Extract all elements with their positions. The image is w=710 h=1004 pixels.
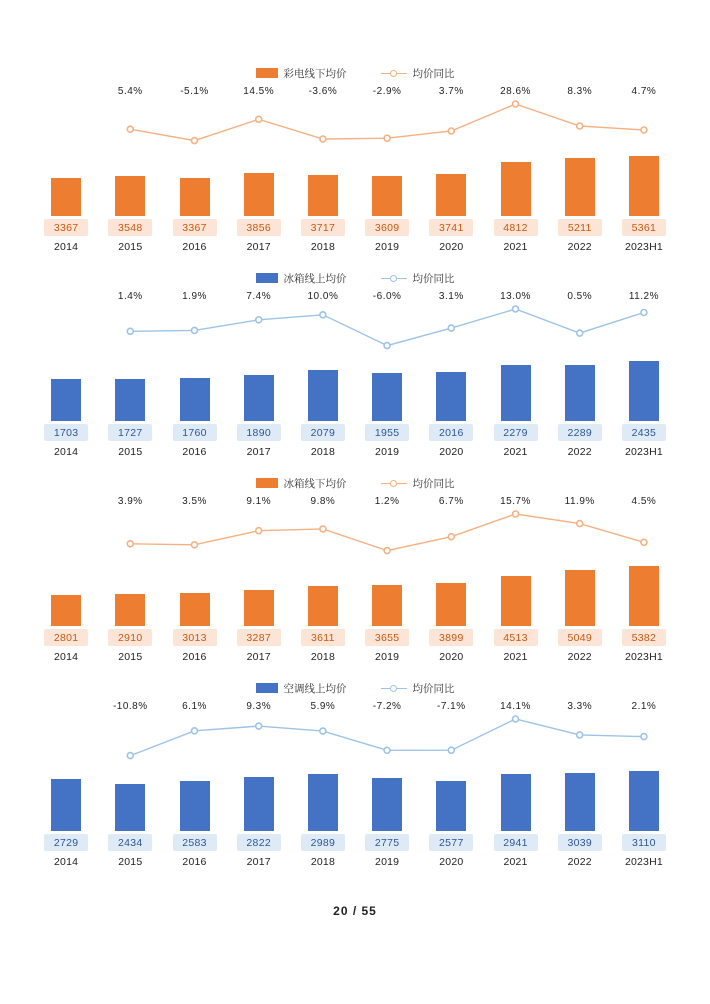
plot <box>34 86 676 253</box>
pct-label: 6.7% <box>438 496 464 507</box>
x-axis-tick: 2015 <box>118 651 143 663</box>
bar-slot <box>419 86 483 216</box>
value-cell <box>34 424 98 441</box>
x-axis-tick: 2016 <box>182 446 207 458</box>
bar-slot <box>98 291 162 421</box>
plot-area <box>34 86 676 216</box>
x-axis-tick: 2019 <box>375 446 400 458</box>
bar-slot <box>419 291 483 421</box>
value-cell <box>612 219 676 236</box>
value-cell <box>612 834 676 851</box>
pct-label: 3.1% <box>438 291 464 302</box>
bar-value-label: 1760 <box>173 424 217 441</box>
x-axis-tick: 2020 <box>439 241 464 253</box>
pct-label: -7.1% <box>437 701 466 712</box>
chart-legend <box>34 677 676 699</box>
value-cell <box>612 424 676 441</box>
bar <box>180 593 210 627</box>
bar-slot <box>291 496 355 626</box>
legend-line-label: 均价同比 <box>412 67 455 80</box>
value-cell <box>419 629 483 646</box>
x-axis-tick: 2015 <box>118 856 143 868</box>
pct-label: 9.3% <box>246 701 272 712</box>
x-axis-tick: 2014 <box>54 651 79 663</box>
bar-value-label: 2289 <box>558 424 602 441</box>
legend-item-bar <box>256 681 347 696</box>
pct-label-row <box>34 86 676 97</box>
bar-value-label: 5382 <box>622 629 666 646</box>
legend-item-bar <box>256 476 347 491</box>
bar-value-label: 3039 <box>558 834 602 851</box>
bar-value-label: 2016 <box>429 424 473 441</box>
x-axis-tick: 2022 <box>567 446 592 458</box>
value-cell <box>419 424 483 441</box>
value-cell <box>548 424 612 441</box>
pct-label: -5.1% <box>180 86 209 97</box>
bar-slot <box>34 291 98 421</box>
bar <box>372 176 402 216</box>
bar-value-label: 2079 <box>301 424 345 441</box>
bar-slot <box>612 291 676 421</box>
pct-label: 10.0% <box>307 291 339 302</box>
bar-slot <box>227 291 291 421</box>
bar <box>308 175 338 217</box>
bar <box>244 375 274 421</box>
bar <box>436 583 466 626</box>
bar-value-label: 2729 <box>44 834 88 851</box>
bar <box>629 361 659 421</box>
bar-slot <box>612 86 676 216</box>
x-axis-tick: 2023H1 <box>624 651 663 663</box>
x-axis-tick: 2023H1 <box>624 446 663 458</box>
pct-label: 3.3% <box>567 701 593 712</box>
bar <box>629 156 659 216</box>
x-axis-tick: 2019 <box>375 241 400 253</box>
x-axis-tick: 2018 <box>310 651 335 663</box>
value-cell <box>98 219 162 236</box>
value-cell <box>483 834 547 851</box>
x-axis-tick: 2022 <box>567 241 592 253</box>
bar-value-label: 3741 <box>429 219 473 236</box>
bar <box>308 586 338 626</box>
pct-label: 15.7% <box>500 496 531 507</box>
bar <box>180 781 210 831</box>
pct-label: -6.0% <box>372 291 402 302</box>
bar-value-label: 2583 <box>173 834 217 851</box>
value-cell <box>162 219 226 236</box>
value-cell <box>98 629 162 646</box>
x-axis-tick: 2023H1 <box>624 241 663 253</box>
plot <box>34 701 676 868</box>
x-axis-row <box>34 446 676 458</box>
value-cell <box>291 834 355 851</box>
legend-line-swatch <box>381 68 407 78</box>
x-axis-tick: 2018 <box>310 856 335 868</box>
value-cell <box>483 424 547 441</box>
bar <box>565 570 595 626</box>
value-cell <box>34 219 98 236</box>
bar-slot <box>98 701 162 831</box>
legend-bar-swatch <box>256 273 278 283</box>
plot-area <box>34 496 676 626</box>
bar <box>51 379 81 421</box>
bar-slot <box>355 291 419 421</box>
legend-bar-swatch <box>256 478 278 488</box>
pct-label: 11.9% <box>564 496 595 507</box>
legend-item-bar <box>256 271 347 286</box>
bar-value-label: 3611 <box>301 629 345 646</box>
bar-value-label: 1955 <box>365 424 409 441</box>
bar-value-label: 3609 <box>365 219 409 236</box>
bar-slot <box>291 701 355 831</box>
pct-label: 4.5% <box>631 496 657 507</box>
bar-slot <box>227 86 291 216</box>
pct-label <box>34 496 98 507</box>
x-axis-tick: 2017 <box>246 446 271 458</box>
pct-label: 2.1% <box>631 701 657 712</box>
value-cell <box>34 629 98 646</box>
bar-value-label: 2941 <box>494 834 538 851</box>
bar-series <box>34 701 676 831</box>
bar-value-label: 4513 <box>494 629 538 646</box>
pct-label: 8.3% <box>567 86 593 97</box>
x-axis-tick: 2019 <box>375 856 400 868</box>
pct-label: 0.5% <box>567 291 593 302</box>
bar-slot <box>483 496 547 626</box>
bar <box>565 158 595 216</box>
bar-slot <box>34 496 98 626</box>
bar <box>372 373 402 421</box>
bar-slot <box>291 86 355 216</box>
bar-slot <box>548 86 612 216</box>
pct-label: 1.4% <box>117 291 143 302</box>
legend-line-swatch <box>381 683 407 693</box>
pct-label: 7.4% <box>246 291 272 302</box>
bar <box>115 379 145 421</box>
value-cell <box>162 629 226 646</box>
legend-item-line <box>381 476 455 491</box>
pct-label <box>34 701 98 712</box>
pct-label: 5.9% <box>310 701 336 712</box>
bar-value-label: 1703 <box>44 424 88 441</box>
bar <box>501 162 531 216</box>
pct-label: 3.5% <box>182 496 207 507</box>
x-axis-tick: 2022 <box>567 856 592 868</box>
legend-line-label: 均价同比 <box>412 477 455 490</box>
chart-fridge-offline <box>34 472 676 663</box>
x-axis-tick: 2017 <box>246 241 271 253</box>
x-axis-tick: 2017 <box>246 856 271 868</box>
pct-label: 9.8% <box>310 496 336 507</box>
x-axis-tick: 2016 <box>182 651 207 663</box>
legend-bar-label: 冰箱线下均价 <box>283 477 347 490</box>
pct-label: 3.9% <box>117 496 143 507</box>
legend-line-label: 均价同比 <box>412 682 455 695</box>
plot <box>34 291 676 458</box>
bar <box>51 178 81 216</box>
bar-slot <box>548 701 612 831</box>
bar-slot <box>483 701 547 831</box>
value-cell <box>483 629 547 646</box>
bar-series <box>34 291 676 421</box>
value-cell <box>291 219 355 236</box>
bar <box>372 585 402 626</box>
value-cell <box>548 834 612 851</box>
bar-slot <box>162 291 226 421</box>
value-cell <box>548 219 612 236</box>
value-cell <box>227 219 291 236</box>
value-cell <box>355 629 419 646</box>
pct-label: 5.4% <box>117 86 143 97</box>
bar-slot <box>355 86 419 216</box>
value-cell <box>548 629 612 646</box>
chart-legend <box>34 472 676 494</box>
bar-slot <box>162 496 226 626</box>
bar-series <box>34 496 676 626</box>
bar <box>180 378 210 421</box>
bar-slot <box>227 496 291 626</box>
page-footer: 20 / 55 <box>333 904 377 918</box>
chart-legend <box>34 62 676 84</box>
bar-value-label: 3655 <box>365 629 409 646</box>
value-cell <box>483 219 547 236</box>
value-cell <box>34 834 98 851</box>
bar-slot <box>355 701 419 831</box>
bar-value-label: 3367 <box>173 219 217 236</box>
x-axis-tick: 2020 <box>439 446 464 458</box>
bar <box>436 174 466 216</box>
x-axis-tick: 2014 <box>54 241 79 253</box>
legend-line-label: 均价同比 <box>412 272 455 285</box>
bar <box>629 771 659 831</box>
bar <box>372 778 402 831</box>
bar-value-label: 1890 <box>237 424 281 441</box>
legend-bar-label: 空调线上均价 <box>283 682 347 695</box>
bar-value-label: 2775 <box>365 834 409 851</box>
value-cell <box>355 219 419 236</box>
x-axis-tick: 2023H1 <box>624 856 663 868</box>
plot-area <box>34 701 676 831</box>
bar-value-label: 4812 <box>494 219 538 236</box>
x-axis-tick: 2021 <box>503 651 528 663</box>
bar <box>565 773 595 831</box>
pct-label: -3.6% <box>308 86 338 97</box>
pct-label: 1.9% <box>182 291 207 302</box>
value-cell <box>98 834 162 851</box>
x-axis-tick: 2018 <box>310 446 335 458</box>
value-cell <box>291 424 355 441</box>
value-label-row <box>34 219 676 236</box>
x-axis-tick: 2015 <box>118 446 143 458</box>
pct-label: 3.7% <box>438 86 464 97</box>
bar-value-label: 2910 <box>108 629 152 646</box>
bar <box>501 774 531 831</box>
pct-label <box>34 86 98 97</box>
legend-item-line <box>381 271 455 286</box>
pct-label <box>34 291 98 302</box>
bar-value-label: 3899 <box>429 629 473 646</box>
pct-label: 14.1% <box>500 701 531 712</box>
bar <box>501 576 531 626</box>
legend-line-swatch <box>381 478 407 488</box>
bar-value-label: 3367 <box>44 219 88 236</box>
bar-value-label: 2801 <box>44 629 88 646</box>
bar-value-label: 3013 <box>173 629 217 646</box>
pct-label: -10.8% <box>112 701 148 712</box>
bar-value-label: 2577 <box>429 834 473 851</box>
bar-slot <box>34 701 98 831</box>
bar <box>51 779 81 832</box>
x-axis-tick: 2020 <box>439 856 464 868</box>
bar-slot <box>162 86 226 216</box>
pct-label-row <box>34 291 676 302</box>
plot <box>34 496 676 663</box>
bar-value-label: 3856 <box>237 219 281 236</box>
bar <box>180 178 210 216</box>
bar-value-label: 2434 <box>108 834 152 851</box>
plot-area <box>34 291 676 421</box>
legend-item-bar <box>256 66 347 81</box>
x-axis-row <box>34 241 676 253</box>
bar-slot <box>612 496 676 626</box>
bar-slot <box>612 701 676 831</box>
value-label-row <box>34 834 676 851</box>
x-axis-tick: 2022 <box>567 651 592 663</box>
bar-slot <box>355 496 419 626</box>
bar-value-label: 2822 <box>237 834 281 851</box>
bar-slot <box>483 291 547 421</box>
x-axis-tick: 2021 <box>503 446 528 458</box>
bar <box>115 176 145 216</box>
pct-label: 4.7% <box>631 86 657 97</box>
bar-value-label: 1727 <box>108 424 152 441</box>
bar-slot <box>227 701 291 831</box>
bar <box>115 594 145 626</box>
bar <box>244 173 274 216</box>
x-axis-tick: 2020 <box>439 651 464 663</box>
bar-value-label: 3548 <box>108 219 152 236</box>
x-axis-tick: 2016 <box>182 241 207 253</box>
bar <box>115 784 145 831</box>
x-axis-tick: 2021 <box>503 856 528 868</box>
chart-legend <box>34 267 676 289</box>
pct-label: -7.2% <box>372 701 402 712</box>
chart-ac-online <box>34 677 676 868</box>
pct-label: -2.9% <box>372 86 402 97</box>
x-axis-row <box>34 856 676 868</box>
pct-label: 1.2% <box>374 496 400 507</box>
bar-slot <box>483 86 547 216</box>
bar-slot <box>98 86 162 216</box>
pct-label: 6.1% <box>182 701 207 712</box>
bar <box>436 781 466 831</box>
value-cell <box>612 629 676 646</box>
bar-value-label: 3717 <box>301 219 345 236</box>
value-cell <box>162 834 226 851</box>
bar-series <box>34 86 676 216</box>
legend-item-line <box>381 681 455 696</box>
pct-label-row <box>34 496 676 507</box>
chart-fridge-online <box>34 267 676 458</box>
bar-value-label: 2989 <box>301 834 345 851</box>
x-axis-tick: 2014 <box>54 856 79 868</box>
legend-bar-swatch <box>256 683 278 693</box>
pct-label: 11.2% <box>628 291 659 302</box>
bar <box>308 774 338 832</box>
legend-bar-label: 冰箱线上均价 <box>283 272 347 285</box>
pct-label: 9.1% <box>246 496 272 507</box>
x-axis-tick: 2018 <box>310 241 335 253</box>
pct-label-row <box>34 701 676 712</box>
bar-slot <box>162 701 226 831</box>
value-label-row <box>34 424 676 441</box>
bar-value-label: 5361 <box>622 219 666 236</box>
bar-value-label: 2435 <box>622 424 666 441</box>
bar <box>244 590 274 627</box>
bar-slot <box>419 496 483 626</box>
bar-slot <box>548 496 612 626</box>
value-cell <box>162 424 226 441</box>
legend-item-line <box>381 66 455 81</box>
bar-slot <box>34 86 98 216</box>
legend-bar-swatch <box>256 68 278 78</box>
bar <box>565 365 595 421</box>
pct-label: 14.5% <box>243 86 275 97</box>
bar-value-label: 5049 <box>558 629 602 646</box>
value-cell <box>419 219 483 236</box>
x-axis-tick: 2021 <box>503 241 528 253</box>
bar-value-label: 3110 <box>622 834 666 851</box>
value-label-row <box>34 629 676 646</box>
pct-label: 13.0% <box>500 291 531 302</box>
x-axis-tick: 2016 <box>182 856 207 868</box>
value-cell <box>227 424 291 441</box>
value-cell <box>355 424 419 441</box>
legend-bar-label: 彩电线下均价 <box>283 67 347 80</box>
legend-line-swatch <box>381 273 407 283</box>
bar <box>501 365 531 421</box>
x-axis-tick: 2015 <box>118 241 143 253</box>
value-cell <box>355 834 419 851</box>
bar <box>629 566 659 626</box>
bar-value-label: 2279 <box>494 424 538 441</box>
bar-value-label: 5211 <box>558 219 602 236</box>
chart-tv-offline <box>34 62 676 253</box>
bar-slot <box>548 291 612 421</box>
bar-value-label: 3287 <box>237 629 281 646</box>
bar-slot <box>419 701 483 831</box>
bar-slot <box>291 291 355 421</box>
x-axis-tick: 2017 <box>246 651 271 663</box>
bar <box>244 777 274 831</box>
value-cell <box>419 834 483 851</box>
x-axis-row <box>34 651 676 663</box>
value-cell <box>227 834 291 851</box>
bar <box>51 595 81 626</box>
bar <box>308 370 338 421</box>
x-axis-tick: 2014 <box>54 446 79 458</box>
bar-slot <box>98 496 162 626</box>
value-cell <box>227 629 291 646</box>
pct-label: 28.6% <box>500 86 531 97</box>
value-cell <box>98 424 162 441</box>
value-cell <box>291 629 355 646</box>
bar <box>436 372 466 422</box>
x-axis-tick: 2019 <box>375 651 400 663</box>
